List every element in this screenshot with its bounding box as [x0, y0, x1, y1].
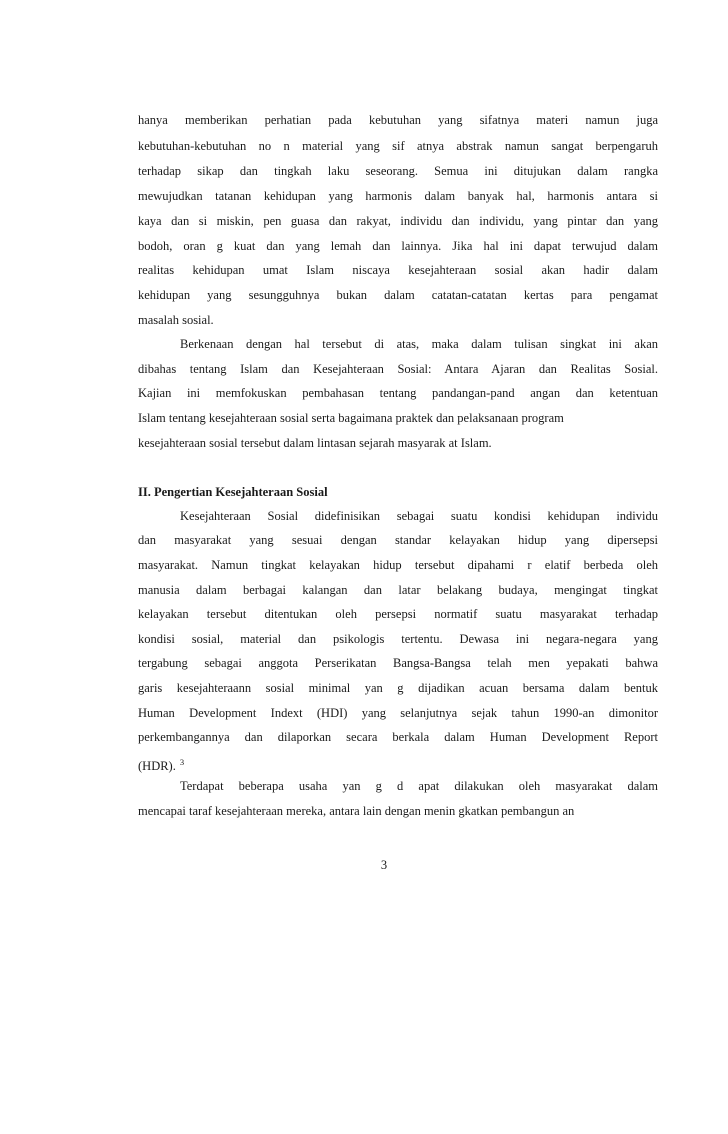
paragraph-line: kelayakan tersebut ditentukan oleh persepsi normatif suatu masyarakat terhadap	[138, 607, 658, 621]
paragraph-line: Human Development Indext (HDI) yang selanjutnya sejak tahun 1990-an dimonitor	[138, 706, 658, 720]
paragraph-line	[138, 754, 658, 774]
page-number: 3	[380, 858, 388, 872]
paragraph-line: hanya memberikan perhatian pada kebutuhan yang sifatnya materi namun juga	[138, 113, 658, 127]
paragraph-line: masyarakat. Namun tingkat kelayakan hidup tersebut dipahami r elatif berbeda oleh	[138, 558, 658, 572]
paragraph-line: perkembangannya dan dilaporkan secara berkala dalam Human Development Report	[138, 730, 658, 744]
paragraph-line: kehidupan yang sesungguhnya bukan dalam catatan-catatan kertas para pengamat	[138, 288, 658, 302]
paragraph-line: realitas kehidupan umat Islam niscaya kesejahteraan sosial akan hadir dalam	[138, 263, 658, 277]
paragraph-line: mencapai taraf kesejahteraan mereka, antara lain dengan menin gkatkan pembangun an	[138, 804, 575, 818]
footnote-marker: 3	[179, 757, 185, 767]
paragraph-line: garis kesejahteraann sosial minimal yan g dijadikan acuan bersama dalam bentuk	[138, 681, 658, 695]
paragraph-line: Berkenaan dengan hal tersebut di atas, maka dalam tulisan singkat ini akan	[180, 337, 658, 351]
paragraph-line: terhadap sikap dan tingkah laku seseorang. Semua ini ditujukan dalam rangka	[138, 164, 658, 178]
paragraph-line: dibahas tentang Islam dan Kesejahteraan Sosial: Antara Ajaran dan Realitas Sosial.	[138, 362, 658, 376]
paragraph-line: mewujudkan tatanan kehidupan yang harmonis dalam banyak hal, harmonis antara si	[138, 189, 658, 203]
paragraph-line: kaya dan si miskin, pen guasa dan rakyat, individu dan individu, yang pintar dan yang	[138, 214, 658, 228]
paragraph-line: masalah sosial.	[138, 313, 214, 327]
paragraph-line: Terdapat beberapa usaha yan g d apat dilakukan oleh masyarakat dalam	[180, 779, 658, 793]
paragraph-text: (HDR).	[138, 759, 176, 773]
paragraph-line: manusia dalam berbagai kalangan dan latar belakang budaya, mengingat tingkat	[138, 583, 658, 597]
paragraph-line: tergabung sebagai anggota Perserikatan Bangsa-Bangsa telah men yepakati bahwa	[138, 656, 658, 670]
section-heading: II. Pengertian Kesejahteraan Sosial	[138, 485, 328, 499]
paragraph-line: dan masyarakat yang sesuai dengan standar kelayakan hidup yang dipersepsi	[138, 533, 658, 547]
paragraph-line: kondisi sosial, material dan psikologis tertentu. Dewasa ini negara-negara yang	[138, 632, 658, 646]
paragraph-line: Islam tentang kesejahteraan sosial serta bagaimana praktek dan pelaksanaan program	[138, 411, 564, 425]
paragraph-line: bodoh, oran g kuat dan yang lemah dan lainnya. Jika hal ini dapat terwujud dalam	[138, 239, 658, 253]
paragraph-line: kebutuhan-kebutuhan no n material yang sif atnya abstrak namun sangat berpengaruh	[138, 139, 658, 153]
paragraph-line: Kajian ini memfokuskan pembahasan tentang pandangan-pand angan dan ketentuan	[138, 386, 658, 400]
paragraph-line: kesejahteraan sosial tersebut dalam lintasan sejarah masyarak at Islam.	[138, 436, 492, 450]
paragraph-line: Kesejahteraan Sosial didefinisikan sebagai suatu kondisi kehidupan individu	[180, 509, 658, 523]
